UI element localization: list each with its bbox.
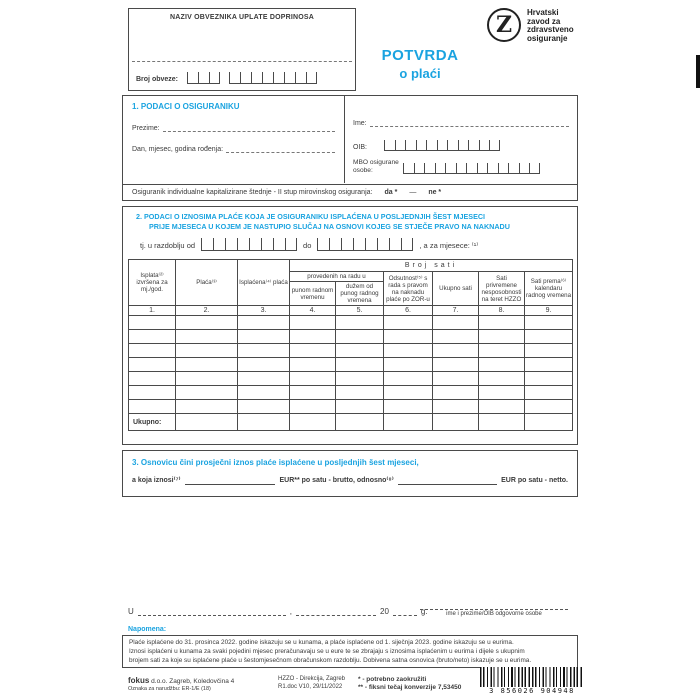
ukupno-cell[interactable] <box>479 414 525 431</box>
table-cell[interactable] <box>290 330 336 344</box>
table-cell[interactable] <box>433 330 479 344</box>
comb-cell[interactable] <box>384 140 395 151</box>
period-to-input[interactable] <box>317 238 413 251</box>
ukupno-cell[interactable] <box>384 414 433 431</box>
comb-cell[interactable] <box>273 72 284 84</box>
col-header-provedenih: provedenih na radu u <box>290 272 384 282</box>
comb-cell[interactable] <box>403 163 414 174</box>
comb-cell[interactable] <box>416 140 427 151</box>
comb-cell[interactable] <box>401 238 413 251</box>
year-prefix: 20 <box>380 607 389 616</box>
table-cell[interactable] <box>384 330 433 344</box>
table-cell[interactable] <box>525 316 573 330</box>
barcode-bars <box>480 667 584 687</box>
comb-cell[interactable] <box>249 238 261 251</box>
table-cell[interactable] <box>336 316 384 330</box>
table-cell[interactable] <box>176 358 238 372</box>
registration-mark <box>696 55 700 88</box>
comb-cell[interactable] <box>329 238 341 251</box>
table-cell[interactable] <box>238 358 290 372</box>
comb-cell[interactable] <box>489 140 500 151</box>
col-header-placa: Plaća⁽³⁾ <box>176 260 238 306</box>
comb-cell[interactable] <box>468 140 479 151</box>
comb-cell[interactable] <box>377 238 389 251</box>
comb-cell[interactable] <box>240 72 251 84</box>
comb-cell[interactable] <box>225 238 237 251</box>
comma: , <box>289 607 293 616</box>
ime-label: Ime: <box>353 120 367 127</box>
barcode <box>480 667 584 695</box>
logo-line: zavod za <box>527 16 561 26</box>
comb-cell[interactable] <box>353 238 365 251</box>
signature-area <box>128 600 578 626</box>
table-cell[interactable] <box>525 344 573 358</box>
comb-cell[interactable] <box>437 140 448 151</box>
footnote-1: * - potrebno zaokružiti <box>358 676 427 683</box>
document-title <box>342 47 498 81</box>
comb-cell[interactable] <box>477 163 488 174</box>
comb-cell[interactable] <box>209 72 220 84</box>
table-cell[interactable] <box>525 372 573 386</box>
table-cell[interactable] <box>290 358 336 372</box>
table-empty-row <box>129 316 573 330</box>
brutto-amount-input[interactable] <box>185 477 276 485</box>
hzzo-logo <box>487 8 574 43</box>
prezime-label: Prezime: <box>132 125 160 132</box>
table-cell[interactable] <box>290 400 336 414</box>
mbo-label: MBO osigurane osobe: <box>353 159 399 174</box>
ukupno-row <box>129 414 573 431</box>
table-cell[interactable] <box>479 400 525 414</box>
comb-cell[interactable] <box>317 238 329 251</box>
table-cell[interactable] <box>384 316 433 330</box>
table-cell[interactable] <box>336 344 384 358</box>
table-cell[interactable] <box>479 316 525 330</box>
comb-cell[interactable] <box>498 163 509 174</box>
ukupno-cell[interactable] <box>525 414 573 431</box>
document-title-line2: o plaći <box>399 66 441 81</box>
payer-divider <box>132 61 352 62</box>
comb-cell[interactable] <box>213 238 225 251</box>
col-num-6: 6. <box>384 306 433 316</box>
table-cell[interactable] <box>479 330 525 344</box>
comb-cell[interactable] <box>414 163 425 174</box>
col-header-sati-hzzo: Sati privremene nesposobnosti na teret HZZO <box>479 272 525 306</box>
period-suffix: , a za mjesece: ⁽¹⁾ <box>419 241 479 250</box>
logo-line: zdravstveno <box>527 25 574 34</box>
col-num-9: 9. <box>525 306 573 316</box>
col-header-sati-kalendar: Sati prema⁽⁶⁾ kalendaru radnog vremena <box>525 272 573 306</box>
table-cell[interactable] <box>129 316 176 330</box>
ukupno-cell[interactable] <box>336 414 384 431</box>
table-cell[interactable] <box>525 330 573 344</box>
table-cell[interactable] <box>129 400 176 414</box>
table-cell[interactable] <box>525 358 573 372</box>
col-num-8: 8. <box>479 306 525 316</box>
col-header-duze-vrijeme: dužem od punog radnog vremena <box>336 282 384 306</box>
section-1-title: 1. PODACI O OSIGURANIKU <box>132 102 240 111</box>
comb-cell[interactable] <box>198 72 209 84</box>
comb-cell[interactable] <box>447 140 458 151</box>
ukupno-cell[interactable] <box>238 414 290 431</box>
table-cell[interactable] <box>176 316 238 330</box>
comb-cell[interactable] <box>229 72 240 84</box>
osnovica-end: EUR po satu - netto. <box>501 477 568 484</box>
col-header-broj-sati: Broj sati <box>290 260 573 272</box>
col-header-isplacena-placa: Isplaćena⁽⁴⁾ plaća <box>238 260 290 306</box>
period-prefix: tj. u razdoblju od <box>140 241 196 250</box>
g-label: g. <box>420 607 428 616</box>
table-cell[interactable] <box>290 386 336 400</box>
birthdate-label: Dan, mjesec, godina rođenja: <box>132 146 224 153</box>
section-2-title-line1: 2. PODACI O IZNOSIMA PLAĆE KOJA JE OSIGURANIKU ISPLAĆENA U POSLJEDNJIH ŠEST MJESECI <box>136 212 486 221</box>
comb-cell[interactable] <box>273 238 285 251</box>
barcode-digits: 3 856026 904948 <box>489 687 575 695</box>
payer-box-title: NAZIV OBVEZNIKA UPLATE DOPRINOSA <box>169 14 315 21</box>
logo-line: osiguranje <box>527 33 568 43</box>
col-num-7: 7. <box>433 306 479 316</box>
col-header-odsutnost: Odsutnost⁽⁵⁾ s rada s pravom na naknadu plaće po ZOR-u <box>384 272 433 306</box>
comb-cell[interactable] <box>237 238 249 251</box>
table-cell[interactable] <box>238 330 290 344</box>
broj-obveze-input-a[interactable] <box>187 72 220 84</box>
prezime-input[interactable] <box>163 124 335 132</box>
comb-cell[interactable] <box>487 163 498 174</box>
ime-input[interactable] <box>370 119 569 127</box>
comb-cell[interactable] <box>285 238 297 251</box>
napomena-line: Plaće isplaćene do 31. prosinca 2022. godine iskazuju se u kunama, a plaće isplaćene od 1. siječnja 2023. godine iskazuju se u eurima. <box>129 639 514 646</box>
comb-cell[interactable] <box>456 163 467 174</box>
napomena-line: Iznosi isplaćeni u kunama za svaki pojedini mjesec preračunavaju se u eure te se zbrajaju s iznosima isplaćenim u eurima i dijele s ukupnim <box>129 648 525 655</box>
signature-caption: ime i prezime/OIB odgovorne osobe <box>446 611 542 617</box>
table-cell[interactable] <box>336 386 384 400</box>
hzzo-logo-icon: Z <box>487 8 521 42</box>
org-line1: HZZO - Direkcija, Zagreb <box>278 676 346 682</box>
comb-cell[interactable] <box>295 72 306 84</box>
napomena-label: Napomena: <box>128 626 167 633</box>
comb-cell[interactable] <box>529 163 540 174</box>
col-header-puno-vrijeme: punom radnom vremenu <box>290 282 336 306</box>
table-cell[interactable] <box>384 386 433 400</box>
table-cell[interactable] <box>176 400 238 414</box>
comb-cell[interactable] <box>479 140 490 151</box>
col-num-1: 1. <box>129 306 176 316</box>
table-cell[interactable] <box>176 344 238 358</box>
table-cell[interactable] <box>336 372 384 386</box>
table-cell[interactable] <box>129 358 176 372</box>
table-empty-row <box>129 400 573 414</box>
table-cell[interactable] <box>384 400 433 414</box>
place-input[interactable] <box>138 608 286 616</box>
comb-cell[interactable] <box>389 238 401 251</box>
col-header-isplata: Isplata⁽²⁾ izvršena za mj./god. <box>129 260 176 306</box>
comb-cell[interactable] <box>201 238 213 251</box>
section-2-podaci-o-iznosima-place <box>122 206 578 445</box>
printer-address: d.o.o. Zagreb, Koledovčina 4 <box>149 678 235 685</box>
table-cell[interactable] <box>384 372 433 386</box>
table-cell[interactable] <box>479 344 525 358</box>
osnovica-prefix: a koja iznosi⁽⁷⁾ <box>132 477 181 484</box>
table-cell[interactable] <box>433 344 479 358</box>
period-from-input[interactable] <box>201 238 297 251</box>
table-empty-row <box>129 372 573 386</box>
table-cell[interactable] <box>238 316 290 330</box>
comb-cell[interactable] <box>306 72 317 84</box>
section-1-podaci-o-osiguraniku <box>122 95 578 201</box>
col-header-ukupno-sati: Ukupno sati <box>433 272 479 306</box>
table-cell[interactable] <box>433 358 479 372</box>
col-num-2: 2. <box>176 306 238 316</box>
table-cell[interactable] <box>176 330 238 344</box>
comb-cell[interactable] <box>251 72 262 84</box>
footnote-2: ** - fiksni tečaj konverzije 7,53450 <box>358 684 462 691</box>
broj-obveze-input-b[interactable] <box>229 72 317 84</box>
table-cell[interactable] <box>176 372 238 386</box>
table-cell[interactable] <box>479 386 525 400</box>
napomena-box <box>122 635 578 668</box>
comb-cell[interactable] <box>519 163 530 174</box>
table-cell[interactable] <box>433 386 479 400</box>
table-cell[interactable] <box>433 316 479 330</box>
netto-amount-input[interactable] <box>398 477 497 485</box>
mbo-input[interactable] <box>403 163 540 174</box>
printer-name: fokus <box>128 676 150 685</box>
table-cell[interactable] <box>290 372 336 386</box>
table-cell[interactable] <box>525 400 573 414</box>
table-cell[interactable] <box>290 344 336 358</box>
col-num-5: 5. <box>336 306 384 316</box>
table-cell[interactable] <box>336 330 384 344</box>
broj-obveze-label: Broj obveze: <box>136 76 179 83</box>
napomena-line: brojem sati za koje su isplaćene plaće u šestomjesečnom obračunskom razdoblju. Dobivena satna osnovica (bruto/neto) iskazuje se u eurima. <box>129 657 532 664</box>
year-input[interactable] <box>393 608 417 616</box>
table-cell[interactable] <box>290 316 336 330</box>
section-3-osnovica <box>122 450 578 497</box>
comb-cell[interactable] <box>187 72 198 84</box>
table-cell[interactable] <box>433 400 479 414</box>
table-cell[interactable] <box>176 386 238 400</box>
comb-cell[interactable] <box>435 163 446 174</box>
comb-cell[interactable] <box>405 140 416 151</box>
table-cell[interactable] <box>433 372 479 386</box>
section-3-title: 3. Osnovicu čini prosječni iznos plaće isplaćene u posljednjih šest mjeseci, <box>132 458 419 467</box>
comb-cell[interactable] <box>365 238 377 251</box>
table-cell[interactable] <box>336 400 384 414</box>
table-cell[interactable] <box>238 344 290 358</box>
table-cell[interactable] <box>479 358 525 372</box>
document-title-line1: POTVRDA <box>381 47 459 64</box>
comb-cell[interactable] <box>284 72 295 84</box>
pillar-question: Osiguranik individualne kapitalizirane štednje - II stup mirovinskog osiguranja: <box>132 189 373 196</box>
da-ne-dash: — <box>409 189 417 196</box>
col-num-3: 3. <box>238 306 290 316</box>
table-cell[interactable] <box>384 344 433 358</box>
da-option[interactable]: da * <box>384 189 398 196</box>
table-cell[interactable] <box>129 330 176 344</box>
table-cell[interactable] <box>129 344 176 358</box>
ukupno-cell[interactable] <box>433 414 479 431</box>
oib-label: OIB: <box>353 144 368 151</box>
table-cell[interactable] <box>238 372 290 386</box>
org-info <box>278 676 345 691</box>
oib-input[interactable] <box>384 140 500 151</box>
payer-box <box>128 8 356 91</box>
table-empty-row <box>129 386 573 400</box>
table-empty-row <box>129 358 573 372</box>
birthdate-input[interactable] <box>226 145 335 153</box>
comb-cell[interactable] <box>445 163 456 174</box>
printer-order-code: Oznaka za narudžbu: ER-1/E (18) <box>128 686 211 692</box>
comb-cell[interactable] <box>341 238 353 251</box>
section-2-title-line2: PRIJE MJESECA U KOJEM JE NASTUPIO SLUČAJ NA OSNOVI KOJEG SE STJEČE PRAVO NA NAKNADU <box>149 221 510 231</box>
column-numbers-row <box>129 306 573 316</box>
table-empty-row <box>129 330 573 344</box>
printer-info <box>128 676 234 692</box>
comb-cell[interactable] <box>395 140 406 151</box>
section-2-title <box>128 212 572 231</box>
osnovica-mid: EUR** po satu - brutto, odnosno⁽⁸⁾ <box>279 477 394 484</box>
place-u-label: U <box>128 607 134 616</box>
salary-table <box>128 259 573 431</box>
comb-cell[interactable] <box>424 163 435 174</box>
footer <box>0 674 700 698</box>
logo-line: Hrvatski <box>527 8 559 17</box>
table-cell[interactable] <box>336 358 384 372</box>
col-num-4: 4. <box>290 306 336 316</box>
footnotes <box>358 676 461 692</box>
ne-option[interactable]: ne * <box>428 189 442 196</box>
table-cell[interactable] <box>129 386 176 400</box>
table-cell[interactable] <box>384 358 433 372</box>
comb-cell[interactable] <box>426 140 437 151</box>
comb-cell[interactable] <box>261 238 273 251</box>
table-cell[interactable] <box>238 400 290 414</box>
comb-cell[interactable] <box>466 163 477 174</box>
comb-cell[interactable] <box>458 140 469 151</box>
table-cell[interactable] <box>479 372 525 386</box>
table-cell[interactable] <box>525 386 573 400</box>
ukupno-label: Ukupno: <box>129 414 176 431</box>
ukupno-cell[interactable] <box>176 414 238 431</box>
ukupno-cell[interactable] <box>290 414 336 431</box>
period-do-label: do <box>303 241 312 250</box>
hzzo-logo-text <box>527 8 574 43</box>
date-input[interactable] <box>296 608 376 616</box>
table-cell[interactable] <box>129 372 176 386</box>
comb-cell[interactable] <box>262 72 273 84</box>
responsible-person-input[interactable] <box>420 600 568 610</box>
comb-cell[interactable] <box>508 163 519 174</box>
table-empty-row <box>129 344 573 358</box>
table-cell[interactable] <box>238 386 290 400</box>
org-line2: R1.doc V10, 29/11/2022 <box>278 683 343 690</box>
